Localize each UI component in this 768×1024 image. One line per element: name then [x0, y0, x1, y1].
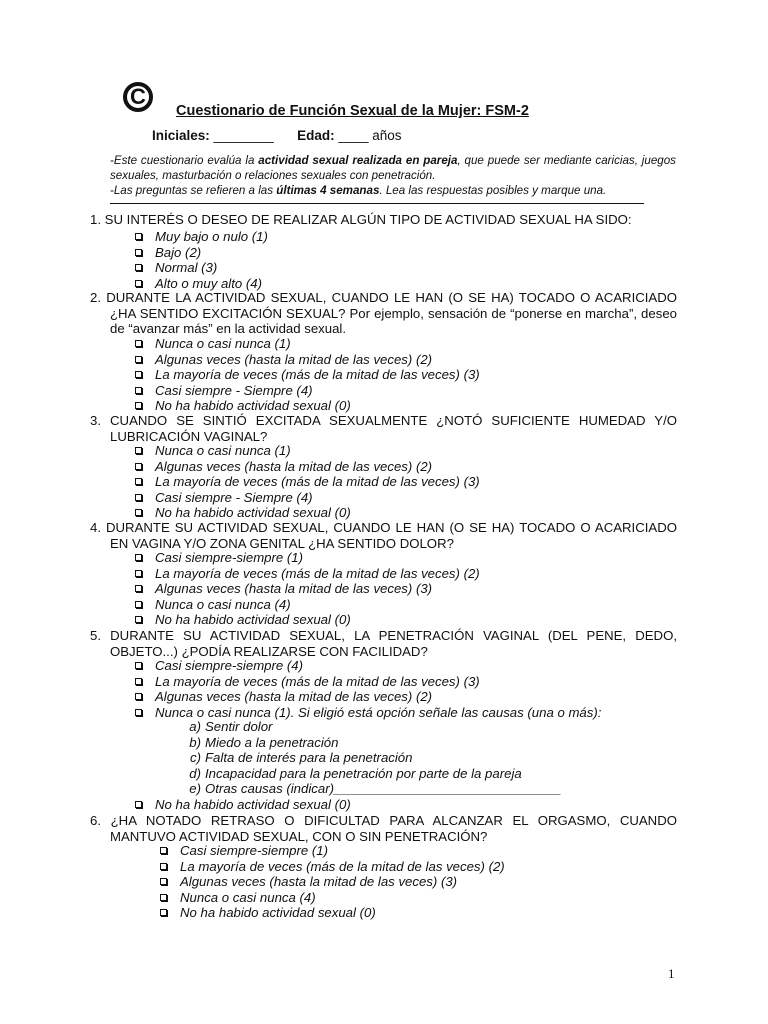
instructions [110, 153, 676, 198]
initials-label: Iniciales: [152, 128, 210, 143]
answer-option[interactable]: Normal (3) [155, 260, 715, 276]
checkbox-icon[interactable] [135, 478, 142, 485]
answer-option[interactable]: Algunas veces (hasta la mitad de las veces) (3) [180, 874, 740, 890]
answer-option[interactable]: La mayoría de veces (más de la mitad de las veces) (3) [155, 474, 715, 490]
checkbox-icon[interactable] [135, 402, 142, 409]
answer-option[interactable]: La mayoría de veces (más de la mitad de las veces) (2) [155, 566, 715, 582]
answer-option[interactable]: No ha habido actividad sexual (0) [180, 905, 740, 921]
checkbox-icon[interactable] [135, 601, 142, 608]
checkbox-icon[interactable] [160, 863, 167, 870]
answer-option[interactable]: Nunca o casi nunca (4) [155, 597, 715, 613]
checkbox-icon[interactable] [135, 249, 142, 256]
other-cause-field[interactable]: Otras causas (indicar)_______________________________ [205, 781, 562, 797]
question-4 [90, 520, 677, 551]
checkbox-icon[interactable] [135, 678, 142, 685]
respondent-info [152, 128, 402, 143]
answer-option[interactable]: Casi siempre-siempre (4) [155, 658, 715, 674]
checkbox-icon[interactable] [135, 554, 142, 561]
question-5-options [155, 658, 715, 720]
checkbox-icon[interactable] [135, 616, 142, 623]
question-text: DURANTE SU ACTIVIDAD SEXUAL, LA PENETRACIÓN VAGINAL (DEL PENE, DEDO, OBJETO...) ¿PODÍA REALIZARSE CON FACILIDAD? [110, 628, 677, 659]
answer-option[interactable]: La mayoría de veces (más de la mitad de las veces) (3) [155, 367, 715, 383]
checkbox-icon[interactable] [135, 463, 142, 470]
question-note: Por ejemplo, sensación de “ponerse en marcha”, deseo de “avanzar más” en la actividad sexual. [110, 305, 677, 336]
checkbox-icon[interactable] [135, 264, 142, 271]
question-number: 1. [90, 212, 101, 227]
instructions-line-2: -Las preguntas se refieren a las últimas 4 semanas. Lea las respuestas posibles y marque una. [110, 184, 607, 197]
answer-option[interactable]: Alto o muy alto (4) [155, 276, 715, 292]
answer-option[interactable]: Algunas veces (hasta la mitad de las veces) (3) [155, 581, 715, 597]
answer-option[interactable]: Bajo (2) [155, 245, 715, 261]
answer-option[interactable]: Casi siempre - Siempre (4) [155, 490, 715, 506]
checkbox-icon[interactable] [135, 709, 142, 716]
checkbox-icon[interactable] [135, 387, 142, 394]
answer-option[interactable]: No ha habido actividad sexual (0) [155, 398, 715, 414]
answer-option[interactable]: Algunas veces (hasta la mitad de las veces) (2) [155, 459, 715, 475]
checkbox-icon[interactable] [160, 894, 167, 901]
cause-option[interactable]: a) Sentir dolor [189, 719, 273, 734]
question-number: 4. [90, 520, 101, 535]
answer-option[interactable]: Algunas veces (hasta la mitad de las veces) (2) [155, 689, 715, 705]
answer-option[interactable]: No ha habido actividad sexual (0) [155, 612, 715, 628]
question-6 [90, 813, 677, 844]
question-1 [90, 212, 677, 228]
question-text: DURANTE LA ACTIVIDAD SEXUAL, CUANDO LE HAN (O SE HA) TOCADO O ACARICIADO ¿HA SENTIDO EXCITACIÓN SEXUAL? [106, 290, 677, 321]
answer-option[interactable]: La mayoría de veces (más de la mitad de las veces) (2) [180, 859, 740, 875]
checkbox-icon[interactable] [135, 280, 142, 287]
question-text: SU INTERÉS O DESEO DE REALIZAR ALGÚN TIPO DE ACTIVIDAD SEXUAL HA SIDO: [104, 212, 632, 227]
divider [110, 203, 644, 204]
checkbox-icon[interactable] [160, 909, 167, 916]
checkbox-icon[interactable] [160, 847, 167, 854]
answer-option[interactable]: Nunca o casi nunca (1). Si eligió está opción señale las causas (una o más): [155, 705, 715, 721]
question-3 [90, 413, 677, 444]
checkbox-icon[interactable] [135, 356, 142, 363]
answer-option[interactable]: No ha habido actividad sexual (0) [155, 505, 715, 521]
cause-option[interactable]: d) Incapacidad para la penetración por parte de la pareja [189, 765, 522, 781]
checkbox-icon[interactable] [160, 878, 167, 885]
cause-list [183, 719, 561, 797]
checkbox-icon[interactable] [135, 801, 142, 808]
question-number: 6. [90, 813, 101, 828]
question-number: 2. [90, 290, 101, 305]
question-5 [90, 628, 677, 659]
checkbox-icon[interactable] [135, 233, 142, 240]
answer-option[interactable]: Casi siempre-siempre (1) [155, 550, 715, 566]
checkbox-icon[interactable] [135, 585, 142, 592]
checkbox-icon[interactable] [135, 509, 142, 516]
age-unit: años [372, 128, 402, 143]
question-5-last-option [155, 797, 715, 813]
question-6-options [180, 843, 740, 921]
question-text: ¿HA NOTADO RETRASO O DIFICULTAD PARA ALCANZAR EL ORGASMO, CUANDO MANTUVO ACTIVIDAD SEXUAL, CON O SIN PENETRACIÓN? [110, 813, 677, 844]
checkbox-icon[interactable] [135, 494, 142, 501]
page-number: 1 [668, 966, 675, 981]
initials-field[interactable]: ________ [213, 128, 274, 143]
answer-option[interactable]: Casi siempre-siempre (1) [180, 843, 740, 859]
cause-option[interactable]: c) Falta de interés para la penetración [190, 750, 413, 766]
cause-option[interactable]: b) Miedo a la penetración [189, 734, 339, 750]
question-4-options [155, 550, 715, 628]
cause-option[interactable]: e) Otras causas (indicar)_______________________________ [189, 781, 562, 797]
question-1-options [155, 229, 715, 291]
checkbox-icon[interactable] [135, 570, 142, 577]
checkbox-icon[interactable] [135, 447, 142, 454]
checkbox-icon[interactable] [135, 340, 142, 347]
question-3-options [155, 443, 715, 521]
instructions-line-1: -Este cuestionario evalúa la actividad sexual realizada en pareja, que puede ser mediante caricias, juegos sexuales, masturbación o relaciones sexuales con penetración. [110, 154, 676, 182]
checkbox-icon[interactable] [135, 371, 142, 378]
answer-option[interactable]: Nunca o casi nunca (1) [155, 336, 715, 352]
answer-option[interactable]: Algunas veces (hasta la mitad de las veces) (2) [155, 352, 715, 368]
answer-option[interactable]: Nunca o casi nunca (1) [155, 443, 715, 459]
question-text: DURANTE SU ACTIVIDAD SEXUAL, CUANDO LE HAN (O SE HA) TOCADO O ACARICIADO EN VAGINA Y/O ZONA GENITAL ¿HA SENTIDO DOLOR? [106, 520, 677, 551]
question-number: 5. [90, 628, 101, 643]
copyright-icon: C [123, 82, 153, 112]
document-title: Cuestionario de Función Sexual de la Mujer: FSM-2 [176, 103, 529, 119]
age-label: Edad: [297, 128, 335, 143]
answer-option[interactable]: No ha habido actividad sexual (0) [155, 797, 715, 813]
age-field[interactable]: ____ [338, 128, 369, 143]
question-number: 3. [90, 413, 101, 428]
question-2-options [155, 336, 715, 414]
answer-option[interactable]: Muy bajo o nulo (1) [155, 229, 715, 245]
answer-option[interactable]: La mayoría de veces (más de la mitad de las veces) (3) [155, 674, 715, 690]
question-2 [90, 290, 677, 337]
answer-option[interactable]: Nunca o casi nunca (4) [180, 890, 740, 906]
answer-option[interactable]: Casi siempre - Siempre (4) [155, 383, 715, 399]
checkbox-icon[interactable] [135, 662, 142, 669]
checkbox-icon[interactable] [135, 693, 142, 700]
question-text: CUANDO SE SINTIÓ EXCITADA SEXUALMENTE ¿NOTÓ SUFICIENTE HUMEDAD Y/O LUBRICACIÓN VAGINAL? [110, 413, 678, 444]
